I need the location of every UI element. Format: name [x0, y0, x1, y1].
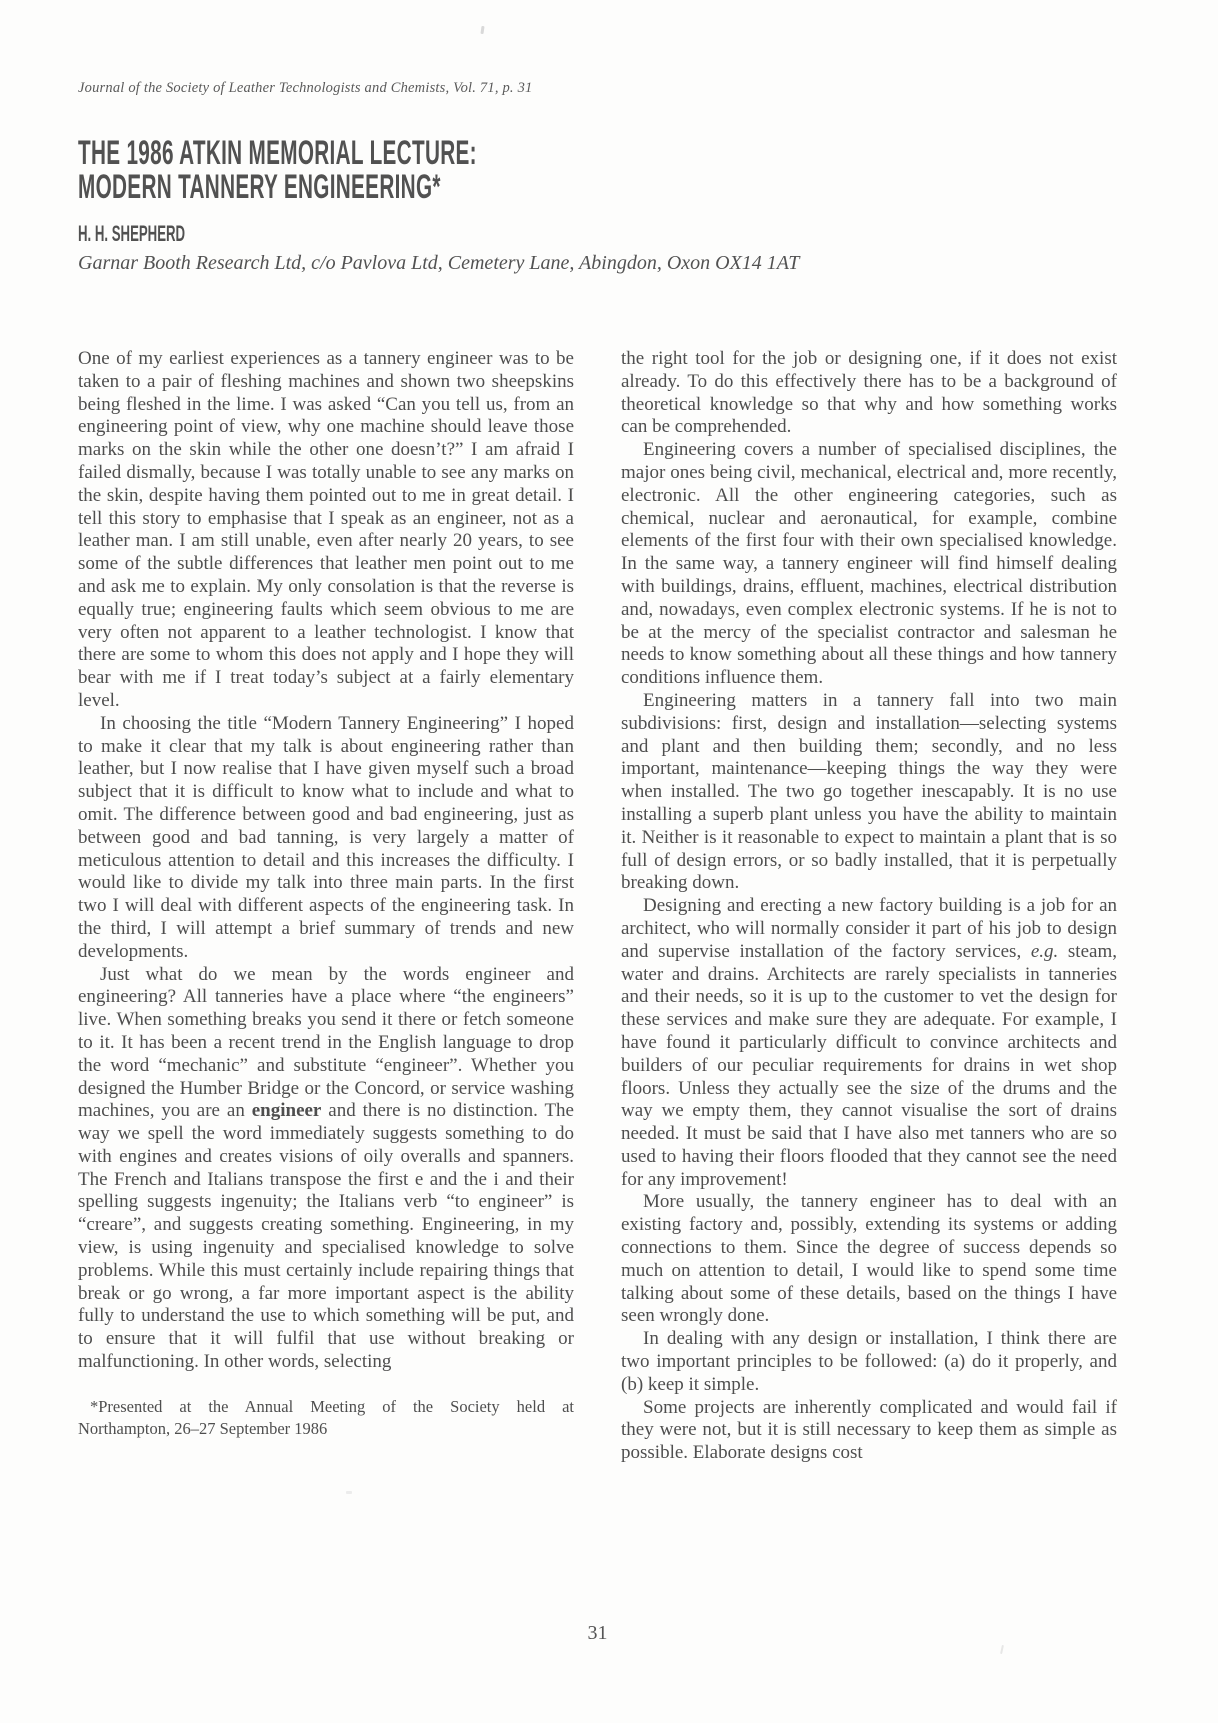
article-body [78, 348, 1117, 1465]
article-title [78, 136, 732, 204]
paragraph [621, 895, 1117, 1191]
scan-speck [346, 1491, 352, 1494]
paragraph-text: Designing and erecting a new factory building is a job for an architect, who will normally consider it part of his job to design and supervise installation of the factory services, [621, 895, 1117, 962]
paragraph: In choosing the title “Modern Tannery Engineering” I hoped to make it clear that my talk is about engineering rather than leather, but I now realise that I have given myself such a broad subject that it is difficult to know what to include and what to omit. The difference between good and bad engineering, just as between good and bad tanning, is very largely a matter of meticulous attention to detail and this increases the difficulty. I would like to divide my talk into three main parts. In the first two I will deal with different aspects of the engineering task. In the third, I will attempt a brief summary of trends and new developments. [78, 712, 574, 962]
footnote [78, 1396, 574, 1440]
footnote-line-1: *Presented at the Annual Meeting of the Society held at [90, 1396, 574, 1416]
paragraph-text: Just what do we mean by the words engineer and engineering? All tanneries have a place where “the engineers” live. When something breaks you send it there or fetch someone to it. It has been a recent trend in the English language to drop the word “mechanic” and substitute “engineer”. Whether you designed the Humber Bridge or the Concord, or service washing machines, you are an [78, 963, 574, 1122]
paragraph-text: and there is no distinction. The way we spell the word immediately suggests something to do with engines and creates visions of oily overalls and spanners. The French and Italians transpose the first e and the i and their spelling suggests ingenuity; the Italians verb “to engineer” is “creare”, and suggests creating something. Engineering, in my view, is using ingenuity and specialised knowledge to solve problems. While this must certainly include repairing things that break or go wrong, a far more important aspect is the ability fully to understand the use to which something will be put, and to ensure that it will fulfil that use without breaking or malfunctioning. In other words, selecting [78, 1100, 574, 1373]
right-column [621, 348, 1117, 1465]
author-name [78, 221, 256, 247]
left-column [78, 348, 574, 1465]
italic-abbreviation-eg: e.g. [1030, 940, 1059, 962]
paragraph: More usually, the tannery engineer has to deal with an existing factory and, possibly, extending its systems or adding connections to them. Since the degree of success depends so much on attention to detail, I would like to spend some time talking about some of these details, based on the things I have seen wrongly done. [621, 1191, 1117, 1327]
paragraph: One of my earliest experiences as a tannery engineer was to be taken to a pair of fleshing machines and shown two sheepskins being fleshed in the lime. I was asked “Can you tell us, from an engineering point of view, why one machine should leave those marks on the skin while the other one doesn’t?” I am afraid I failed dismally, because I was totally unable to see any marks on the skin, despite having them pointed out to me in great detail. I tell this story to emphasise that I speak as an engineer, not as a leather man. I am still unable, even after nearly 20 years, to see some of the subtle differences that leather men point out to me and ask me to explain. My only consolation is that the reverse is equally true; engineering faults which seem obvious to me are very often not apparent to a leather technologist. I know that there are some to whom this does not apply and I hope they will bear with me if I treat today’s subject at a fairly elementary level. [78, 348, 574, 711]
paragraph [78, 964, 574, 1374]
article-title-line1: THE 1986 ATKIN MEMORIAL LECTURE: [78, 134, 477, 172]
paragraph: Engineering matters in a tannery fall into two main subdivisions: first, design and installation—selecting systems and plant and then building them; secondly, and no less important, maintenance—keeping things the way they were when installed. The two go together inescapably. It is no use installing a superb plant unless you have the ability to maintain it. Neither is it reasonable to expect to maintain a plant that is so full of design errors, or so badly installed, that it is perpetually breaking down. [621, 689, 1117, 894]
journal-header-line: Journal of the Society of Leather Technologists and Chemists, Vol. 71, p. 31 [78, 80, 533, 96]
author-affiliation: Garnar Booth Research Ltd, c/o Pavlova Ltd, Cemetery Lane, Abingdon, Oxon OX14 1AT [78, 252, 800, 274]
paragraph: In dealing with any design or installation, I think there are two important principles to be followed: (a) do it properly, and (b) keep it simple. [621, 1328, 1117, 1395]
paragraph: the right tool for the job or designing one, if it does not exist already. To do this effectively there has to be a background of theoretical knowledge so that why and how something works can be comprehended. [621, 348, 1117, 438]
footnote-line-2: Northampton, 26–27 September 1986 [78, 1418, 328, 1438]
paragraph-text: steam, water and drains. Architects are rarely specialists in tanneries and their needs, so it is up to the customer to vet the design for these services and make sure they are adequate. For example, I have found it particularly difficult to convince architects and builders of our peculiar requirements for drains in wet shop floors. Unless they actually see the size of the drums and the way we empty them, they cannot visualise the sort of drains needed. It must be said that I have also met tanners who are so used to having their floors flooded that they cannot see the need for any improvement! [621, 940, 1117, 1190]
bold-word-engineer: engineer [251, 1100, 322, 1122]
paragraph: Some projects are inherently complicated and would fail if they were not, but it is still necessary to keep them as simple as possible. Elaborate designs cost [621, 1396, 1117, 1464]
page-number: 31 [587, 1622, 608, 1644]
scan-speck [1000, 1645, 1004, 1654]
scan-speck [480, 26, 484, 34]
author-name-text: H. H. SHEPHERD [78, 221, 186, 246]
paragraph: Engineering covers a number of specialised disciplines, the major ones being civil, mechanical, electrical and, more recently, electronic. All the other engineering categories, such as chemical, nuclear and aeronautical, for example, combine elements of the first four with their own specialised knowledge. In the same way, a tannery engineer will find himself dealing with buildings, drains, effluent, machines, electrical distribution and, nowadays, even complex electronic systems. If he is not to be at the mercy of the specialist contractor and salesman he needs to know something about all these things and how tannery conditions influence them. [621, 439, 1117, 689]
article-title-line2: MODERN TANNERY ENGINEERING* [78, 168, 441, 206]
